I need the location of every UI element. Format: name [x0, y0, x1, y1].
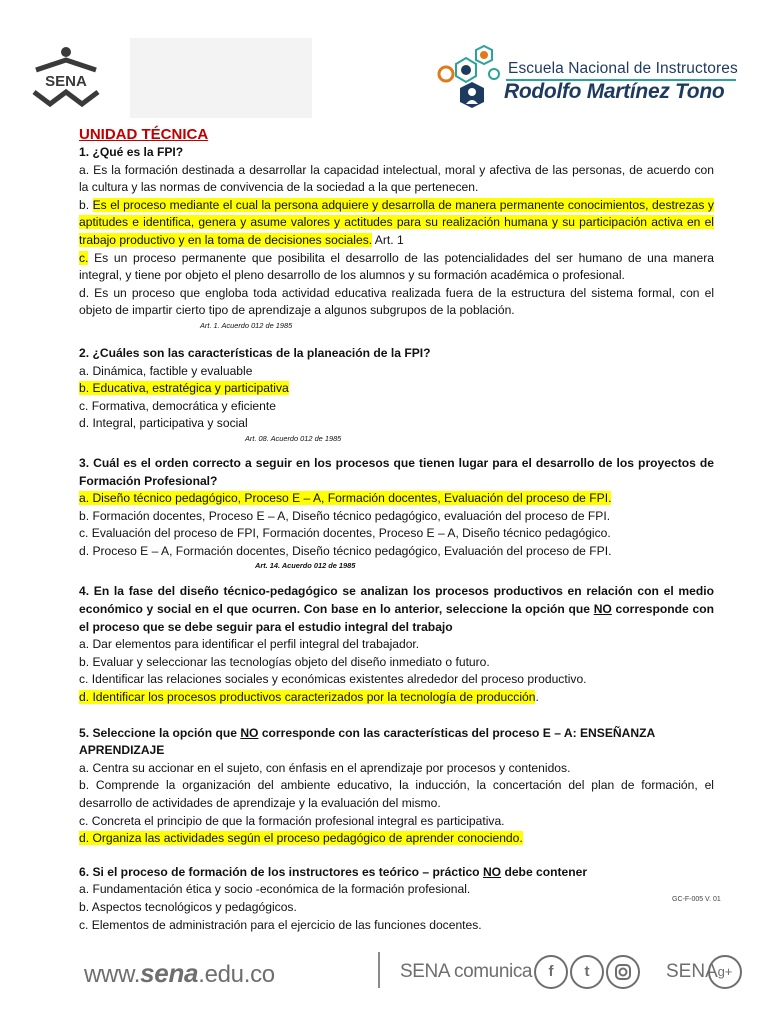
- unit-title: UNIDAD TÉCNICA: [79, 126, 209, 143]
- q2-option-d: d. Integral, participativa y social: [79, 416, 248, 431]
- header-band: [130, 38, 312, 118]
- q4-option-a: a. Dar elementos para identificar el perfil integral del trabajador.: [79, 637, 420, 652]
- q1-c-prefix: c.: [79, 250, 89, 265]
- question-5: [79, 725, 714, 760]
- q5-no-emphasis: NO: [240, 725, 259, 740]
- question-4: [79, 583, 714, 636]
- q1-option-d: d. Es un proceso que engloba toda actividad educativa realizada fuera de la estructura del sistema formal, con el objeto de impartir cierto tipo de aprendizaje a algunos subgrupos de la población.: [79, 285, 714, 318]
- footer: [0, 950, 768, 994]
- q3-a-answer-highlight: a. Diseño técnico pedagógico, Proceso E – A, Formación docentes, Evaluación del proceso de FPI.: [79, 491, 612, 506]
- q5-d-answer-highlight: d. Organiza las actividades según el proceso pedagógico de aprender conociendo.: [79, 831, 523, 846]
- q4-no-emphasis: NO: [593, 602, 612, 617]
- q5-option-d: [79, 830, 714, 848]
- question-6: [79, 864, 714, 882]
- school-name-line2: Rodolfo Martínez Tono: [504, 80, 725, 103]
- q2-option-a: a. Dinámica, factible y evaluable: [79, 363, 253, 378]
- sena-logo-icon: [26, 46, 106, 108]
- q1-b-answer-highlight: Es el proceso mediante el cual la persona adquiere y desarrolla de manera permanente conocimientos, destrezas y aptitudes e identifica, genera y asume valores y actitudes para su realización humana y su participación activa en el trabajo productivo y en la toma de decisiones sociales.: [79, 197, 714, 247]
- q5-option-c: c. Concreta el principio de que la formación profesional integral es participativa.: [79, 813, 505, 828]
- q1-b-prefix: b.: [79, 197, 90, 212]
- q3-option-a: [79, 490, 714, 508]
- q5-option-b: b. Comprende la organización del ambiente educativo, la inducción, la concertación del plan de formación, el desarrollo de actividades de aprendizaje y la evaluación del mismo.: [79, 778, 714, 810]
- footer-sena-label: SENA: [666, 961, 718, 982]
- q6-option-c: c. Elementos de administración para el ejercicio de las funciones docentes.: [79, 917, 482, 932]
- q6-option-b: b. Aspectos tecnológicos y pedagógicos.: [79, 899, 297, 914]
- spacer: [79, 444, 714, 455]
- q4-text-pre: 4. En la fase del diseño técnico-pedagógico se analizan los procesos productivos en relación con el medio económico y social en el que ocurren. Con base en lo anterior, seleccione la opción que: [79, 584, 714, 617]
- instagram-icon[interactable]: [606, 955, 640, 989]
- school-logo: [436, 44, 736, 110]
- q4-d-answer-highlight: d. Identificar los procesos productivos caracterizados por la tecnología de producción: [79, 690, 536, 705]
- q6-option-a: a. Fundamentación ética y socio -económica de la formación profesional.: [79, 882, 471, 897]
- twitter-icon[interactable]: t: [570, 955, 604, 989]
- q6-text-post: debe contener: [501, 864, 588, 879]
- spacer: [79, 331, 714, 345]
- q3-option-d: d. Proceso E – A, Formación docentes, Diseño técnico pedagógico, Evaluación del proceso de FPI.: [79, 543, 612, 558]
- q2-option-b: [79, 380, 714, 398]
- gears-icon: [436, 44, 506, 110]
- question-2: 2. ¿Cuáles son las características de la planeación de la FPI?: [79, 345, 431, 360]
- spacer: [79, 848, 714, 864]
- school-name-line1: Escuela Nacional de Instructores: [508, 60, 738, 77]
- q4-option-b: b. Evaluar y seleccionar las tecnologías objeto del diseño inmediato o futuro.: [79, 654, 490, 669]
- q4-text-post: corresponde con el proceso que se debe seguir para el estudio integral del trabajo: [79, 602, 714, 634]
- q4-option-d: [79, 689, 714, 707]
- web-prefix: www.: [84, 961, 141, 988]
- q6-no-emphasis: NO: [482, 864, 502, 879]
- svg-text:SENA: SENA: [45, 73, 87, 90]
- q5-option-a: a. Centra su accionar en el sujeto, con énfasis en el aprendizaje por procesos y contenidos.: [79, 760, 571, 775]
- footer-website[interactable]: [84, 958, 275, 989]
- instagram-glyph: [608, 957, 638, 987]
- question-1: 1. ¿Qué es la FPI?: [79, 145, 184, 159]
- document-body: [79, 126, 714, 934]
- q1-b-suffix: Art. 1: [372, 232, 404, 247]
- footer-comunica: SENA comunica: [400, 961, 533, 982]
- q4-option-c: c. Identificar las relaciones sociales y económicas existentes alrededor del proceso productivo.: [79, 672, 587, 687]
- document-code: GC-F-005 V. 01: [672, 896, 721, 903]
- q6-text-pre: 6. Si el proceso de formación de los instructores es teórico – práctico: [79, 864, 483, 879]
- google-plus-icon[interactable]: g+: [708, 955, 742, 989]
- web-brand: sena: [140, 958, 199, 988]
- web-suffix: .edu.co: [198, 961, 275, 988]
- q3-option-b: b. Formación docentes, Proceso E – A, Diseño técnico pedagógico, evaluación del proceso de FPI.: [79, 508, 611, 523]
- question-3: 3. Cuál es el orden correcto a seguir en los procesos que tienen lugar para el desarrollo de los proyectos de Formación Profesional?: [79, 455, 714, 488]
- q1-option-a: a. Es la formación destinada a desarrollar la capacidad intelectual, moral y afectiva de las personas, de acuerdo con la cultura y las normas de convivencia de la sociedad a la que pertenecen.: [79, 162, 714, 195]
- spacer: [79, 707, 714, 725]
- q3-option-c: c. Evaluación del proceso de FPI, Formación docentes, Proceso E – A, Diseño técnico pedagógico.: [79, 526, 611, 541]
- spacer: [79, 571, 714, 583]
- q1-c-text: Es un proceso permanente que posibilita el desarrollo de las potencialidades del ser humano de una manera integral, y tiene por objeto el pleno desarrollo de los alumnos y su formación académica o profesional.: [79, 250, 714, 283]
- q5-text-post: corresponde con las características del proceso E – A: ENSEÑANZA APRENDIZAJE: [79, 725, 655, 758]
- q5-text-pre: 5. Seleccione la opción que: [79, 725, 241, 740]
- footer-divider: [378, 952, 380, 988]
- q2-option-c: c. Formativa, democrática y eficiente: [79, 398, 276, 413]
- q4-d-suffix: .: [535, 690, 539, 705]
- q2-b-answer-highlight: b. Educativa, estratégica y participativa: [79, 381, 289, 396]
- q2-reference: Art. 08. Acuerdo 012 de 1985: [245, 433, 342, 443]
- sena-logo: [26, 46, 106, 108]
- q3-reference: Art. 14. Acuerdo 012 de 1985: [255, 561, 356, 571]
- facebook-icon[interactable]: f: [534, 955, 568, 989]
- q1-option-c: [79, 250, 714, 285]
- q1-option-b: [79, 197, 714, 250]
- q1-reference: Art. 1. Acuerdo 012 de 1985: [200, 320, 293, 330]
